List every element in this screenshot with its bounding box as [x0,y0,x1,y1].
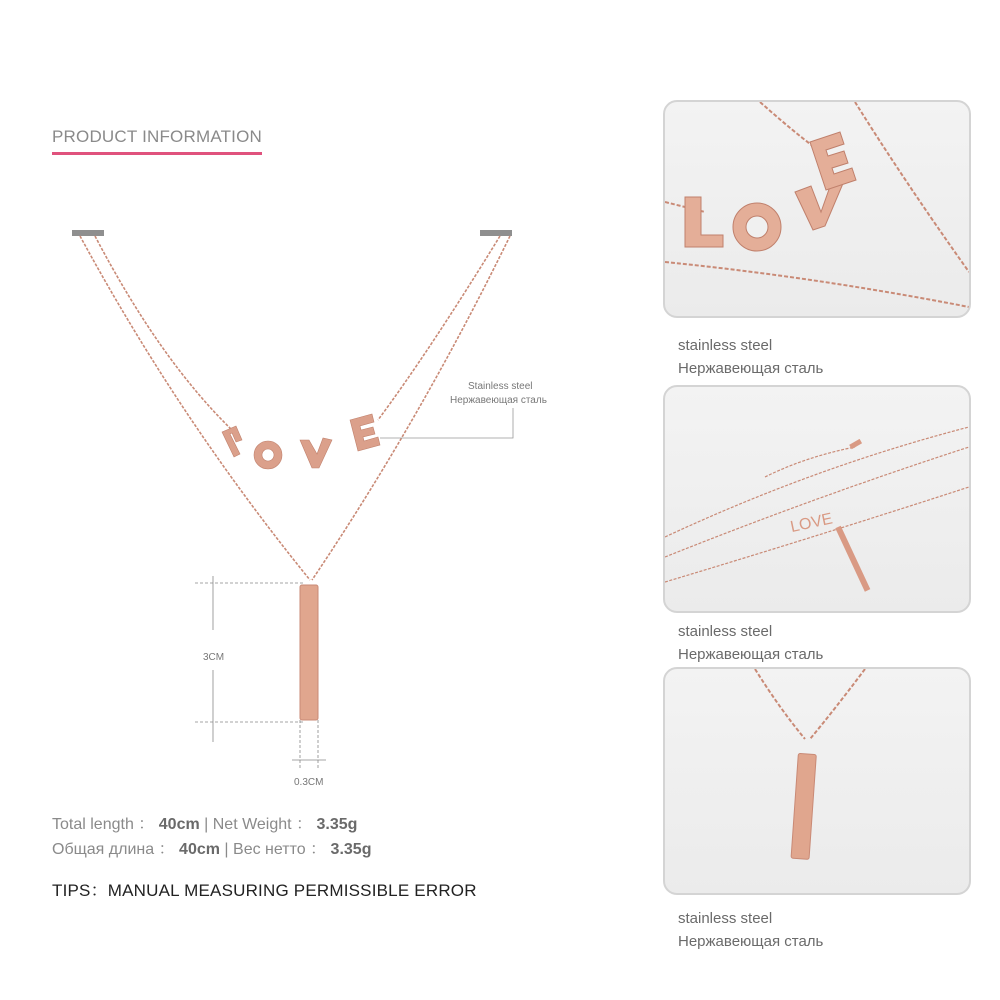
caption-en: stainless steel [678,623,773,640]
caption-ru: Нержавеющая сталь [678,646,824,663]
clasp-left [72,230,104,236]
title-underline [52,152,262,155]
length-label: Total length [52,816,134,833]
separator: | [224,841,229,858]
weight-label: Вес нетто [233,841,306,858]
weight-value: 3.35g [330,841,372,858]
thumbnail-love-closeup [663,100,971,318]
separator: | [204,816,209,833]
weight-value: 3.35g [316,816,358,833]
caption-ru: Нержавеющая сталь [678,933,824,950]
material-label-en: Stainless steel [468,381,533,392]
necklace-diagram [40,200,640,800]
love-pendant [222,414,380,469]
thumbnail-caption-1 [678,334,823,380]
separator: ： [138,816,155,833]
chain-outer-left [80,236,310,580]
tips-note: TIPS：MANUAL MEASURING PERMISSIBLE ERROR [52,881,477,900]
weight-label: Net Weight [212,816,292,833]
callout-line [380,408,513,438]
separator: ： [296,816,313,833]
length-value: 40cm [158,816,200,833]
clasp-right [480,230,512,236]
separator: ： [310,841,327,858]
thumbnail-caption-2 [678,620,823,666]
chain-inner-right [378,236,500,420]
section-title: PRODUCT INFORMATION [52,127,262,146]
width-dimension-label: 0.3CM [294,777,324,788]
svg-text:LOVE: LOVE [788,510,835,537]
length-label: Общая длина [52,841,155,858]
thumbnail-full-necklace [663,385,971,613]
caption-en: stainless steel [678,337,773,354]
spec-row-ru [52,836,371,859]
height-dimension-label: 3CM [203,652,225,663]
caption-en: stainless steel [678,910,773,927]
material-label-ru: Нержавеющая сталь [450,395,547,406]
chain-outer-right [312,236,510,580]
length-value: 40cm [179,841,220,858]
thumbnail-caption-3 [678,907,823,953]
separator: ： [158,841,175,858]
thumbnail-bar-pendant [663,667,971,895]
caption-ru: Нержавеющая сталь [678,360,824,377]
spec-row-en [52,811,357,834]
bar-pendant [300,585,318,720]
chain-inner-left [95,236,232,430]
